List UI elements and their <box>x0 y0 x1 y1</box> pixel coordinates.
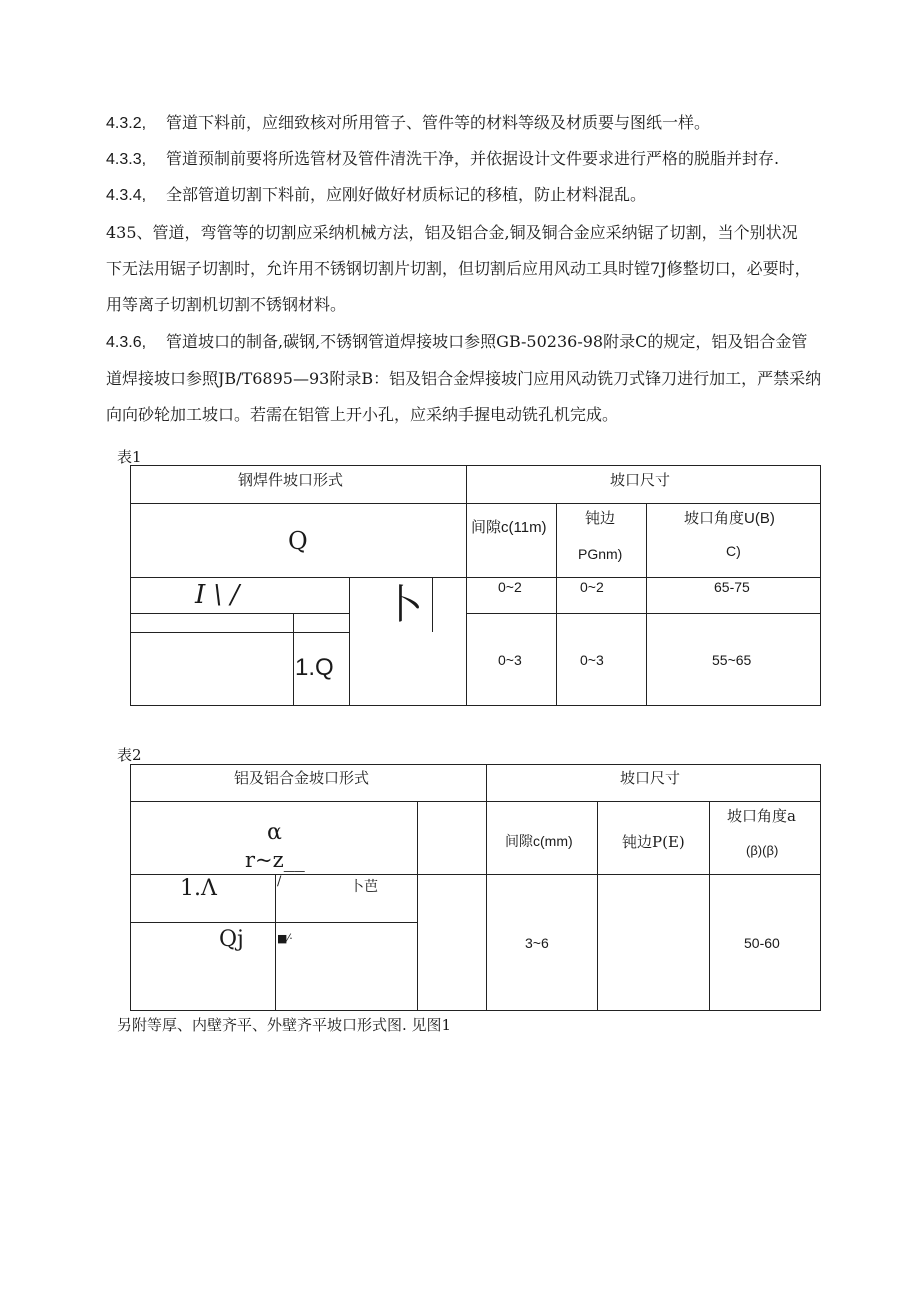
table1-divider <box>130 632 349 633</box>
table1-divider <box>466 613 821 614</box>
table1-row1-gap: 0~2 <box>498 579 522 595</box>
table1-sketch-label: 1.Q <box>295 654 334 681</box>
table2-col-gap: 间隙c(mm) <box>505 833 573 849</box>
table1-col-gap: 间隙c(11m) <box>471 519 547 536</box>
table1-col-angle-unit: C) <box>726 543 741 559</box>
para-text: 管道坡口的制备,碳钢,不锈钢管道焊接坡口参照GB-50236-98附录C的规定，铝及铝合金管 <box>166 332 808 351</box>
para-4-3-3 <box>106 149 779 170</box>
para-4-3-5-line1: 435、管道，弯管等的切割应采纳机械方法，铝及铝合金,铜及铜合金应采纳锯了切割，当个别状况 <box>106 223 798 242</box>
table1-divider <box>293 613 294 706</box>
table2-sketch-slash: / <box>277 874 282 889</box>
table1-symbol-q: Q <box>288 527 308 555</box>
table1-caption: 表1 <box>117 448 142 466</box>
table1-col-blunt: 钝边 <box>585 509 616 527</box>
table1-divider <box>349 577 350 706</box>
table1-divider <box>556 503 557 706</box>
table2-row1-angle: 50-60 <box>744 935 780 951</box>
para-4-3-2 <box>106 113 710 134</box>
para-text: 管道预制前要将所选管材及管件清洗干净，并依据设计文件要求进行严格的脱脂并封存. <box>166 149 780 168</box>
table2-symbol-rz: r~z__ <box>245 848 305 872</box>
table2-header-form: 铝及铝合金坡口形式 <box>234 769 370 787</box>
table1-divider <box>130 613 349 614</box>
table1-sketch-groove: I \ / <box>195 580 240 610</box>
table1-sketch-mark: 卜 <box>383 582 423 628</box>
table1-divider <box>130 577 821 578</box>
para-number: 4.3.2, <box>106 115 147 132</box>
para-number: 4.3.3, <box>106 151 147 168</box>
table1-divider <box>130 503 821 504</box>
para-number: 4.3.6, <box>106 334 147 351</box>
table1-divider <box>646 503 647 706</box>
table1-row1-blunt: 0~2 <box>580 579 604 595</box>
para-text: 全部管道切割下料前，应刚好做好材质标记的移植，防止材料混乱。 <box>166 185 647 204</box>
table1-header-form: 钢焊件坡口形式 <box>238 471 344 489</box>
table2-row1-gap: 3~6 <box>525 935 549 951</box>
table2-divider <box>130 874 821 875</box>
table2-col-angle: 坡口角度a <box>727 807 796 825</box>
table1-row1-angle: 65-75 <box>714 579 750 595</box>
table2-divider <box>275 874 276 1011</box>
table2-divider <box>417 801 418 1011</box>
para-4-3-5-line3: 用等离子切割机切割不锈钢材料。 <box>106 295 347 314</box>
para-4-3-6-line1 <box>106 332 807 353</box>
table2-sketch-label: 1.Λ <box>180 876 217 901</box>
table1-divider <box>466 465 467 706</box>
table1-header-size: 坡口尺寸 <box>610 471 671 489</box>
table2-header-size: 坡口尺寸 <box>620 769 681 787</box>
para-text: 管道下料前，应细致核对所用管子、管件等的材料等级及材质要与图纸一样。 <box>166 113 711 132</box>
table2-divider <box>130 801 821 802</box>
table1-row2-angle: 55~65 <box>712 652 752 668</box>
para-4-3-4 <box>106 185 646 206</box>
table1-divider <box>432 577 433 632</box>
table2-divider <box>709 801 710 1011</box>
table1-col-angle: 坡口角度U(B) <box>684 510 775 527</box>
table2-col-blunt: 钝边P(E) <box>622 833 685 851</box>
para-4-3-6-line3: 向向砂轮加工坡口。若需在铝管上开小孔，应采纳手握电动铣孔机完成。 <box>106 405 619 424</box>
table2-divider <box>130 922 418 923</box>
para-number: 4.3.4, <box>106 187 147 204</box>
table1-row2-gap: 0~3 <box>498 652 522 668</box>
table2-caption: 表2 <box>117 746 142 764</box>
table2-sketch-qj: Qj <box>219 927 244 952</box>
table2-sketch-dot: ■⁄· <box>277 932 293 945</box>
table2-sketch-mark: 卜芭 <box>350 879 378 895</box>
para-4-3-5-line2: 下无法用锯子切割时，允许用不锈钢切割片切割，但切割后应用风动工具时镗7J修整切口，必要时， <box>106 259 811 278</box>
table1-row2-blunt: 0~3 <box>580 652 604 668</box>
para-4-3-6-line2: 道焊接坡口参照JB/T6895—93附录B：铝及铝合金焊接坡门应用风动铣刀式锋刀进行加工，严禁采纳 <box>106 369 822 388</box>
table1-col-blunt-unit: PGnm) <box>578 546 623 562</box>
table2-divider <box>597 801 598 1011</box>
table2-symbol-alpha: α <box>267 820 282 845</box>
table2-col-angle-unit: (β)(β) <box>746 843 779 858</box>
footer-note: 另附等厚、内壁齐平、外壁齐平坡口形式图. 见图1 <box>117 1016 452 1034</box>
